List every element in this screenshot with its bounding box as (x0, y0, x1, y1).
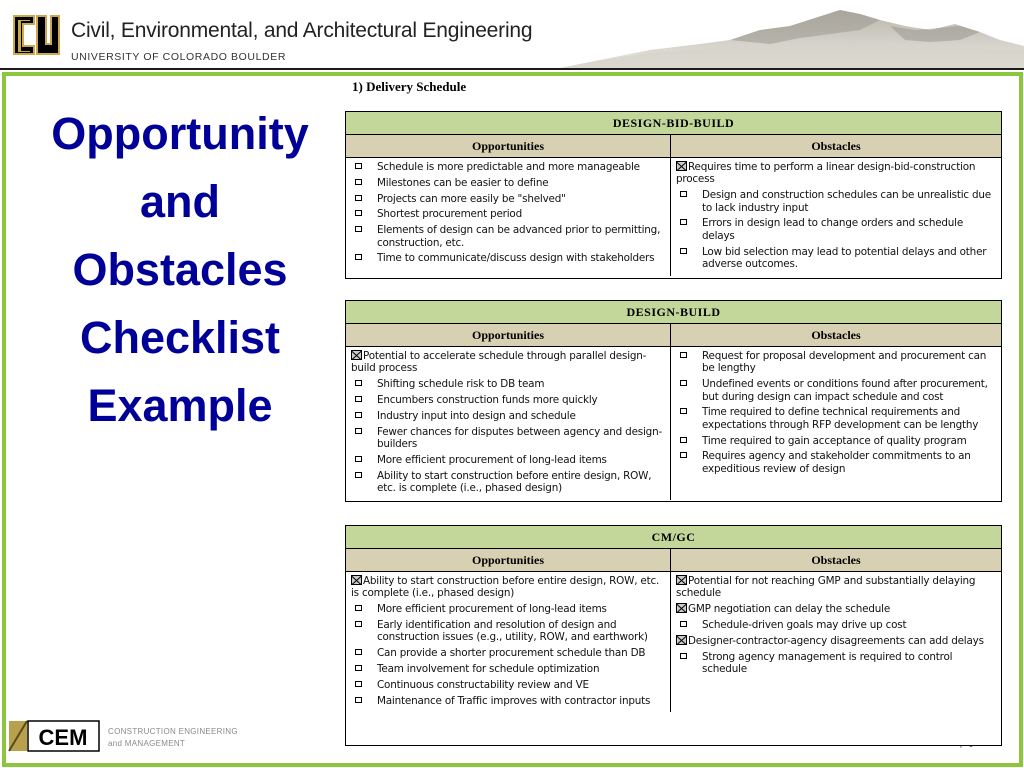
checklist-table-dbb (345, 111, 1002, 279)
checkbox-icon (355, 428, 362, 434)
checklist-item-text: Industry input into design and schedule (377, 409, 576, 422)
checked-box-icon (351, 575, 362, 585)
checkbox-icon (355, 179, 362, 185)
checklist-item-text: Fewer chances for disputes between agency and design-builders (377, 425, 662, 450)
checkbox-icon (680, 191, 687, 197)
checkbox-icon (680, 352, 687, 358)
checklist-item-text: Errors in design lead to change orders and schedule delays (702, 217, 964, 242)
checklist-item-text: Design and construction schedules can be unrealistic due to lack industry input (702, 189, 992, 214)
checklist-item-text: Ability to start construction before entire design, ROW, etc. is complete (i.e., phased design) (377, 469, 652, 494)
checklist-item (676, 435, 996, 447)
checklist-item-text: Shortest procurement period (377, 208, 522, 221)
checklist-item (676, 619, 996, 631)
checklist-item-text: Shifting schedule risk to DB team (377, 378, 545, 391)
slide-title (12, 100, 348, 440)
opportunities-header: Opportunities (346, 135, 671, 157)
checklist-item-text: Strong agency management is required to control schedule (702, 650, 953, 675)
checkbox-icon (680, 653, 687, 659)
checkbox-icon (355, 649, 362, 655)
checkbox-icon (355, 697, 362, 703)
checklist-item-text: Ability to start construction before entire design, ROW, etc. is complete (i.e., phased design) (351, 575, 660, 600)
checkbox-icon (355, 621, 362, 627)
title-line: and (139, 176, 220, 227)
title-line: Opportunity (51, 108, 309, 159)
checklist-table-cmgc (345, 525, 1002, 746)
opportunities-header: Opportunities (346, 324, 671, 346)
checklist-item-text: Elements of design can be advanced prior to permitting, construction, etc. (377, 224, 661, 249)
checkbox-icon (355, 396, 362, 402)
obstacles-cell (671, 347, 1001, 500)
checkbox-icon (680, 219, 687, 225)
checkbox-icon (355, 380, 362, 386)
checklist-item-text: Potential for not reaching GMP and substantially delaying schedule (676, 575, 976, 600)
checklist-item-text: Schedule is more predictable and more manageable (377, 161, 640, 173)
checklist-item-text: Time required to define technical requirements and expectations through RFP development can be lengthy (702, 406, 979, 431)
checkbox-icon (355, 163, 362, 169)
checkbox-icon (355, 226, 362, 232)
checkbox-icon (680, 408, 687, 414)
checkbox-icon (355, 681, 362, 687)
checklist-item-text: Time required to gain acceptance of quality program (702, 434, 967, 447)
university-name: UNIVERSITY OF COLORADO BOULDER (71, 51, 287, 63)
opportunities-header: Opportunities (346, 549, 671, 571)
checklist-item-text: Early identification and resolution of design and construction issues (e.g., utility, ROW, and earthwork) (377, 619, 648, 644)
checklist-item-text: Projects can more easily be "shelved" (377, 192, 566, 205)
checklist-item-text: Request for proposal development and procurement can be lengthy (702, 350, 987, 375)
checklist-item-text: More efficient procurement of long-lead items (377, 603, 607, 616)
checkbox-icon (355, 210, 362, 216)
table-body (346, 572, 1001, 712)
checklist-item (676, 161, 996, 186)
table-title: DESIGN-BUILD (346, 301, 1001, 324)
checkbox-icon (355, 456, 362, 462)
obstacles-header: Obstacles (811, 553, 861, 567)
table-body (346, 347, 1001, 500)
title-line: Example (87, 380, 273, 431)
checklist-item (676, 378, 996, 403)
checklist-item (351, 426, 665, 451)
department-title: Civil, Environmental, and Architectural Engineering (71, 19, 533, 42)
checklist-item (351, 252, 665, 264)
checklist-item-text: Can provide a shorter procurement schedule than DB (377, 647, 646, 660)
checklist-item (351, 224, 665, 249)
checklist-item (676, 450, 996, 475)
cu-boulder-logo-icon (10, 8, 60, 62)
checked-box-icon (351, 350, 362, 360)
checklist-item (351, 208, 665, 220)
checklist-item-text: Maintenance of Traffic improves with contractor inputs (377, 694, 651, 707)
checklist-item-text: Encumbers construction funds more quickly (377, 394, 598, 406)
checklist-item (351, 454, 665, 466)
checklist-item (351, 410, 665, 422)
title-line: Checklist (79, 312, 281, 363)
opportunities-cell (346, 347, 671, 500)
checklist-item-text: Undefined events or conditions found after procurement, but during design can impact schedule and cost (702, 378, 988, 403)
checklist-item (351, 575, 665, 600)
checklist-item (351, 350, 665, 375)
checklist-table-db (345, 300, 1002, 502)
checklist-item (676, 189, 996, 214)
checklist-item (676, 603, 996, 615)
checkbox-icon (355, 412, 362, 418)
checklist-item-text: More efficient procurement of long-lead items (377, 453, 607, 466)
checklist-item (351, 695, 665, 707)
checklist-item-text: Team involvement for schedule optimization (377, 663, 600, 675)
cem-logo-icon (8, 718, 100, 754)
cem-name-line1: CONSTRUCTION ENGINEERING (108, 727, 238, 736)
checkbox-icon (355, 605, 362, 611)
checkbox-icon (680, 248, 687, 254)
checklist-item-text: Requires time to perform a linear design-bid-construction process (676, 161, 976, 186)
table-header-row (346, 549, 1001, 572)
section-heading: 1) Delivery Schedule (352, 79, 467, 94)
checklist-item (351, 177, 665, 189)
checklist-item-text: Potential to accelerate schedule through parallel design-build process (351, 350, 647, 375)
checkbox-icon (680, 621, 687, 627)
checklist-item (676, 406, 996, 431)
obstacles-cell (671, 158, 1001, 276)
checklist-item (351, 161, 665, 173)
table-header-row (346, 135, 1001, 158)
checkbox-icon (680, 452, 687, 458)
checklist-item (676, 246, 996, 271)
table-body (346, 158, 1001, 276)
cem-logo-text: CEM (38, 725, 88, 750)
checkbox-icon (355, 254, 362, 260)
table-header-row (346, 324, 1001, 347)
checklist-item (351, 679, 665, 691)
checklist-item-text: GMP negotiation can delay the schedule (688, 603, 891, 616)
opportunities-cell (346, 158, 671, 276)
checklist-item (351, 470, 665, 495)
obstacles-header: Obstacles (811, 328, 861, 342)
checked-box-icon (676, 161, 687, 171)
checklist-item (351, 647, 665, 659)
checklist-item (676, 350, 996, 375)
checklist-item-text: Milestones can be easier to define (377, 176, 549, 189)
checklist-item-text: Designer-contractor-agency disagreements can add delays (688, 634, 984, 647)
opportunities-cell (346, 572, 671, 712)
obstacles-header: Obstacles (811, 139, 861, 153)
checklist-item-text: Requires agency and stakeholder commitments to an expeditious review of design (702, 450, 971, 475)
page-marks: ʻ ˉ (960, 744, 973, 754)
checklist-item (676, 635, 996, 647)
checklist-item (351, 394, 665, 406)
checklist-item (351, 619, 665, 644)
checklist-item-text: Continuous constructability review and VE (377, 678, 589, 691)
checklist-item (676, 651, 996, 676)
table-title: DESIGN-BID-BUILD (346, 112, 1001, 135)
checklist-item-text: Schedule-driven goals may drive up cost (702, 619, 907, 631)
checklist-item-text: Time to communicate/discuss design with stakeholders (377, 252, 655, 265)
checkbox-icon (355, 665, 362, 671)
mountain-banner-icon (560, 0, 1024, 68)
checkbox-icon (680, 380, 687, 386)
checklist-item (351, 603, 665, 615)
checklist-item (676, 217, 996, 242)
checkbox-icon (355, 195, 362, 201)
checklist-item (351, 663, 665, 675)
checklist-item-text: Low bid selection may lead to potential delays and other adverse outcomes. (702, 245, 987, 271)
checked-box-icon (676, 635, 687, 645)
cem-name-line2: and MANAGEMENT (108, 739, 186, 748)
checked-box-icon (676, 575, 687, 585)
table-title: CM/GC (346, 526, 1001, 549)
checklist-item (351, 378, 665, 390)
checklist-item (676, 575, 996, 600)
checked-box-icon (676, 603, 687, 613)
checkbox-icon (680, 437, 687, 443)
obstacles-cell (671, 572, 1001, 712)
checklist-item (351, 193, 665, 205)
page-header (0, 0, 1024, 70)
checkbox-icon (355, 472, 362, 478)
title-line: Obstacles (72, 244, 288, 295)
